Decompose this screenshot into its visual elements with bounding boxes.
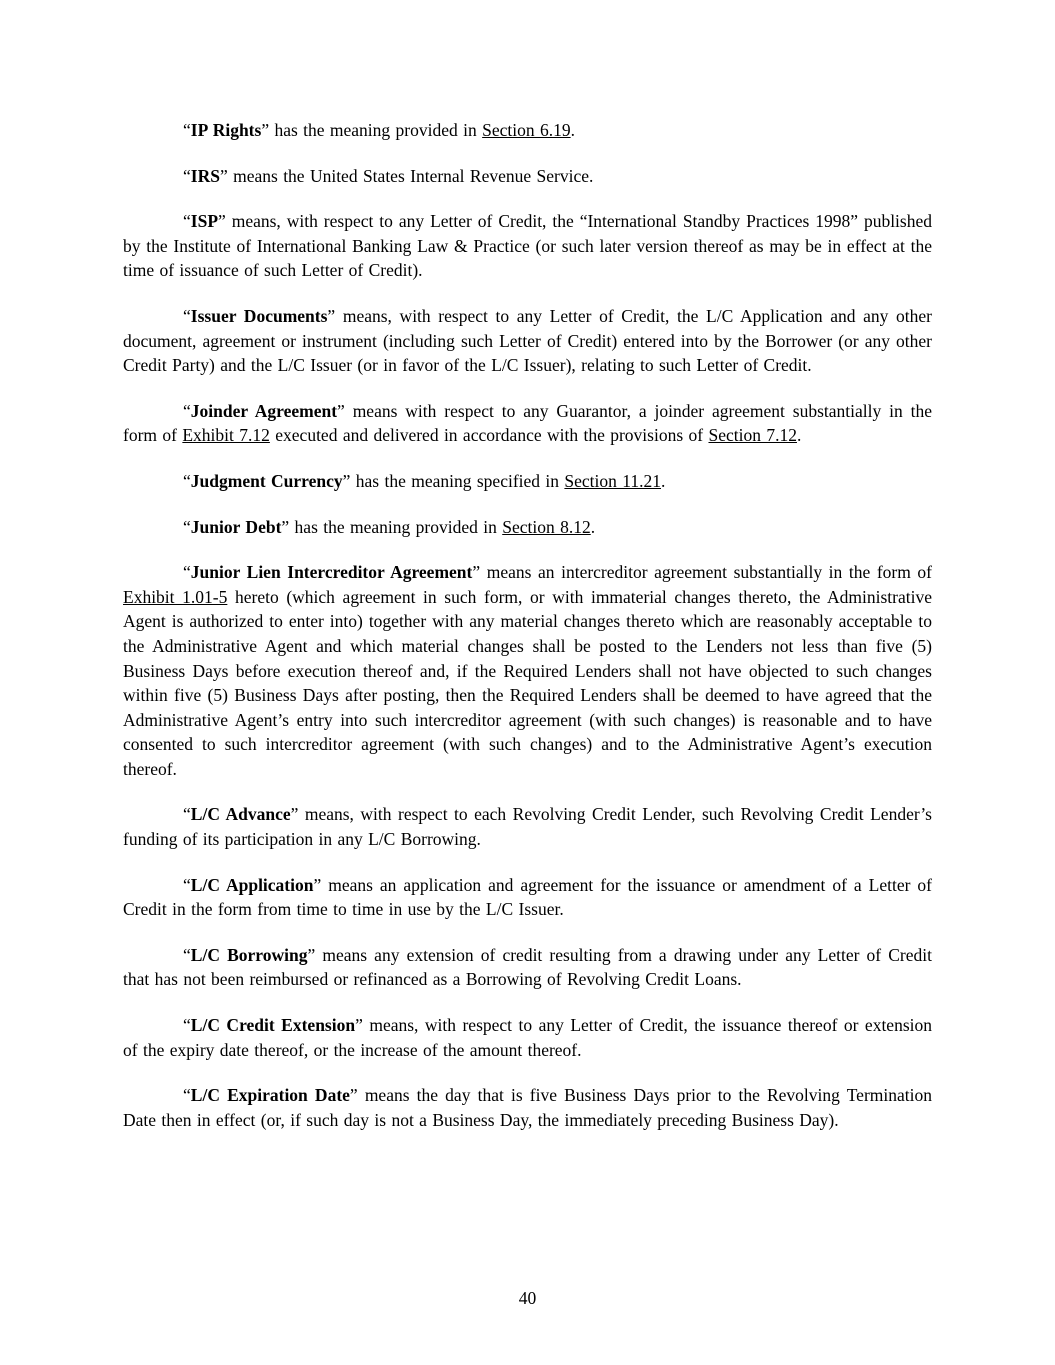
paragraph bbox=[123, 209, 938, 283]
paragraph bbox=[123, 802, 938, 851]
defined-term: L/C Borrowing bbox=[190, 944, 308, 965]
text-run: “ bbox=[183, 1085, 191, 1106]
defined-term: Joinder Agreement bbox=[190, 400, 338, 421]
text-run: ” means the United States Internal Revenue Service. bbox=[219, 165, 594, 186]
text-run: ” means an intercreditor agreement substantially in the form of bbox=[472, 562, 938, 583]
text-run: ” has the meaning specified in bbox=[342, 470, 565, 491]
text-run: ” means, with respect to any Letter of Credit, the “International Standby Practices 1998” published by the Institute of International Banking Law & Practice (or such later version thereof as may be in effect at the time of issuance of such Letter of Credit). bbox=[123, 211, 938, 281]
text-run: “ bbox=[183, 305, 191, 326]
text-run: “ bbox=[183, 804, 191, 825]
defined-term: Judgment Currency bbox=[190, 470, 343, 491]
paragraph bbox=[123, 118, 932, 143]
paragraph bbox=[123, 304, 938, 378]
paragraph bbox=[123, 1083, 938, 1132]
section-link[interactable]: Section 6.19 bbox=[482, 120, 571, 140]
text-run: “ bbox=[183, 120, 191, 140]
text-run: ” means, with respect to any Letter of Credit, the L/C Application and any other document, agreement or instrument (including such Letter of Credit) entered into by the Borrower (or any other Credit Party) and the L/C Issuer (or in favor of the L/C Issuer), relating to such Letter of Credit. bbox=[123, 305, 938, 376]
section-link[interactable]: Section 7.12 bbox=[708, 425, 797, 446]
text-run: . bbox=[570, 120, 575, 140]
text-run: ” means, with respect to any Letter of Credit, the issuance thereof or extension of the expiry date thereof, or the increase of the amount thereof. bbox=[123, 1015, 938, 1060]
text-run: “ bbox=[183, 562, 191, 583]
section-link[interactable]: Exhibit 1.01-5 bbox=[123, 586, 228, 607]
text-run: . bbox=[796, 425, 802, 446]
paragraph bbox=[123, 943, 938, 992]
document-body bbox=[123, 118, 938, 1153]
defined-term: Junior Lien Intercreditor Agreement bbox=[190, 562, 473, 583]
text-run: “ bbox=[183, 874, 191, 895]
defined-term: IP Rights bbox=[190, 120, 262, 140]
page-number: 40 bbox=[518, 1288, 537, 1308]
paragraph bbox=[123, 515, 932, 540]
text-run: ” has the meaning provided in bbox=[281, 516, 503, 537]
defined-term: IRS bbox=[190, 165, 220, 186]
text-run: “ bbox=[183, 211, 191, 232]
text-run: executed and delivered in accordance with the provisions of bbox=[269, 425, 709, 446]
text-run: “ bbox=[183, 400, 191, 421]
text-run: “ bbox=[183, 516, 191, 537]
defined-term: ISP bbox=[190, 211, 219, 232]
text-run: ” means the day that is five Business Days prior to the Revolving Termination Date then in effect (or, if such day is not a Business Day, the immediately preceding Business Day). bbox=[123, 1085, 938, 1130]
paragraph bbox=[123, 1013, 938, 1062]
text-run: “ bbox=[183, 165, 191, 186]
defined-term: L/C Credit Extension bbox=[190, 1015, 356, 1036]
text-run: hereto (which agreement in such form, or with immaterial changes thereto, the Administrative Agent is authorized to enter into) together with any material changes thereto which are reasonably acceptable to the Administrative Agent and which material changes shall be posted to the Lenders not less than five (5) Business Days before execution thereof and, if the Required Lenders shall not have objected to such changes within five (5) Business Days after posting, then the Required Lenders shall be deemed to have agreed that the Administrative Agent’s entry into such intercreditor agreement (with such changes) is reasonable and to have consented to such intercreditor agreement (with such changes) and to the Administrative Agent’s execution thereof. bbox=[123, 586, 938, 779]
paragraph bbox=[123, 399, 938, 448]
text-run: ” means any extension of credit resulting from a drawing under any Letter of Credit that has not been reimbursed or refinanced as a Borrowing of Revolving Credit Loans. bbox=[123, 944, 938, 990]
defined-term: L/C Advance bbox=[190, 804, 291, 825]
paragraph bbox=[123, 164, 932, 189]
text-run: ” means an application and agreement for the issuance or amendment of a Letter of Credit in the form from time to time in use by the L/C Issuer. bbox=[123, 874, 938, 920]
defined-term: Issuer Documents bbox=[190, 305, 328, 326]
text-run: ” has the meaning provided in bbox=[261, 120, 483, 140]
text-run: . bbox=[590, 516, 596, 537]
text-run: ” means with respect to any Guarantor, a joinder agreement substantially in the form of bbox=[123, 400, 938, 446]
section-link[interactable]: Section 11.21 bbox=[564, 470, 661, 491]
paragraph bbox=[123, 469, 932, 494]
section-link[interactable]: Exhibit 7.12 bbox=[182, 425, 270, 446]
paragraph bbox=[123, 873, 938, 922]
paragraph bbox=[123, 560, 938, 781]
defined-term: L/C Expiration Date bbox=[190, 1085, 350, 1106]
defined-term: Junior Debt bbox=[190, 516, 282, 537]
defined-term: L/C Application bbox=[190, 874, 314, 895]
text-run: “ bbox=[183, 944, 191, 965]
section-link[interactable]: Section 8.12 bbox=[502, 516, 591, 537]
text-run: “ bbox=[183, 470, 191, 491]
text-run: “ bbox=[183, 1015, 191, 1036]
text-run: ” means, with respect to each Revolving Credit Lender, such Revolving Credit Lender’s funding of its participation in any L/C Borrowing. bbox=[123, 804, 938, 850]
text-run: . bbox=[661, 470, 666, 491]
